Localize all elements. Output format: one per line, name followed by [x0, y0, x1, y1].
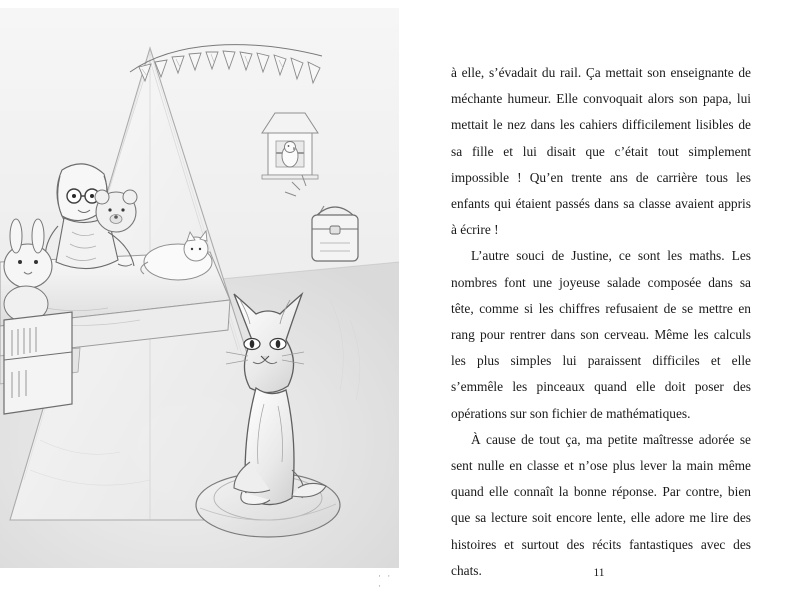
birdhouse-shelf-with-bird: [262, 113, 318, 179]
right-page: [399, 0, 799, 601]
bookshelf-cube: [4, 312, 72, 414]
paragraph-3: À cause de tout ça, ma petite maîtresse adorée se sent nulle en classe et n’ose plus lever la main même quand elle connaît la bonne réponse. Par contre, bien que sa lecture soit encore lente, elle adore me lire des histoires et surtout des récits fantastiques avec des chats.: [451, 431, 751, 578]
page-decoration: · · ·: [378, 571, 393, 591]
paragraph-2: L’autre souci de Justine, ce sont les maths. Les nombres font une joyeuse salade composée dans sa tête, comme si les chiffres refusaient de se mettre en rang pour rentrer dans son cerveau. Même les calculs les plus simples lui paraissent difficiles et elle s’emmêle les pinceaux quand elle doit poser des opérations sur son fichier de mathématiques.: [451, 248, 751, 421]
body-text: [451, 60, 751, 584]
left-page: [0, 0, 399, 601]
page-number: 11: [593, 567, 605, 579]
teddy-bear: [95, 190, 137, 232]
paragraph-1: à elle, s’évadait du rail. Ça mettait son enseignante de méchante humeur. Elle convoquait alors son papa, lui mettait le nez dans les cahiers difficilement lisibles de sa fille et lui disait que c’était tout simplement impossible ! Qu’en trente ans de carrière tous les enfants qui étaient passés dans sa classe avaient appris à écrire !: [451, 65, 751, 238]
pencil-drawing-girl-bedroom-with-cat: [0, 0, 399, 601]
